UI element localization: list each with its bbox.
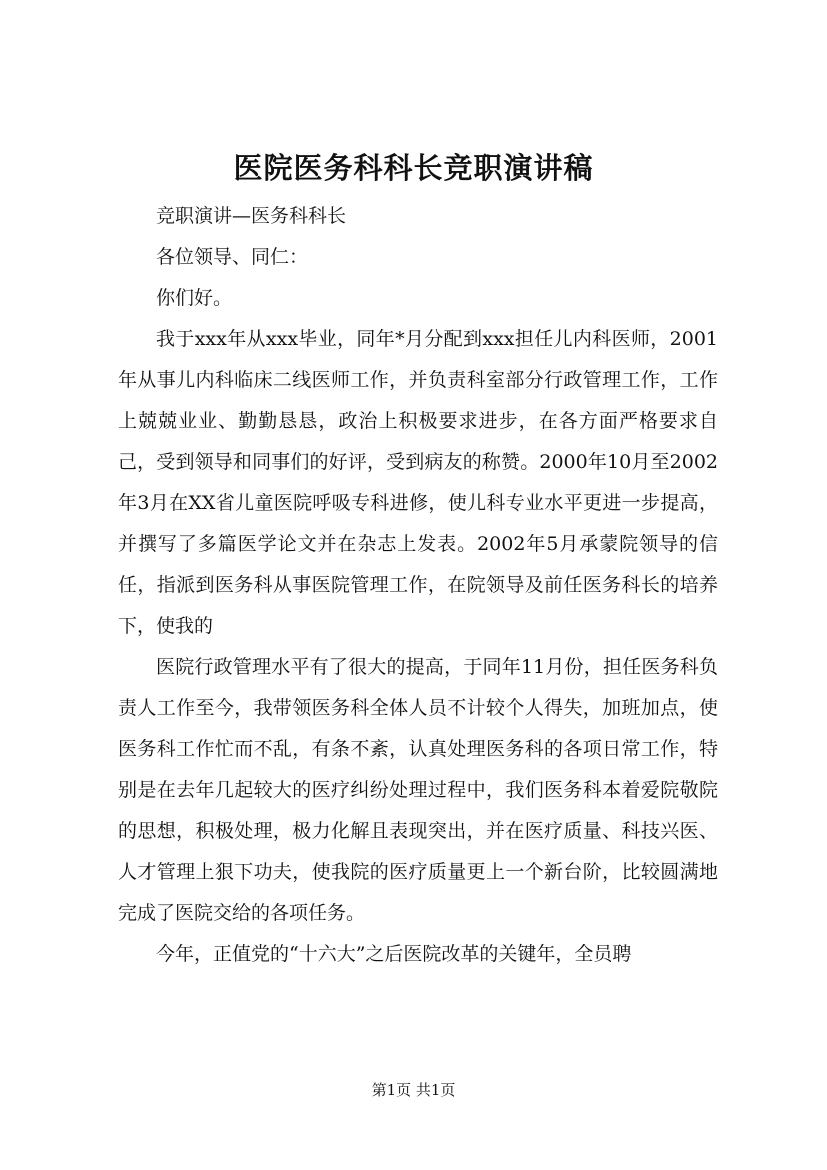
salutation: 各位领导、同仁： xyxy=(156,246,309,268)
document-title: 医院医务科科长竞职演讲稿 xyxy=(233,151,594,185)
paragraph: 我于xxx年从xxx毕业，同年*月分配到xxx担任儿内科医师，2001年从事儿内科临床二线医师工作，并负责科室部分行政管理工作，工作上兢兢业业、勤勤恳恳，政治上积极要求进步，在各方面严格要求自己，受到领导和同事们的好评，受到病友的称赞。2000年10月至2002年3月在XX省儿童医院呼吸专科进修，使儿科专业水平更进一步提高，并撰写了多篇医学论文并在杂志上发表。2002年5月承蒙院领导的信任，指派到医务科从事医院管理工作，在院领导及前任医务科长的培养下，使我的 xyxy=(118,328,718,637)
subtitle-line: 竞职演讲—医务科科长 xyxy=(156,205,347,227)
page-footer: 第1页 共1页 xyxy=(371,1081,456,1099)
paragraph: 医院行政管理水平有了很大的提高，于同年11月份，担任医务科负责人工作至今，我带领医务科全体人员不计较个人得失，加班加点，使医务科工作忙而不乱，有条不紊，认真处理医务科的各项日常工作，特别是在去年几起较大的医疗纠纷处理过程中，我们医务科本着爱院敬院的思想，积极处理，极力化解且表现突出，并在医疗质量、科技兴医、人才管理上狠下功夫，使我院的医疗质量更上一个新台阶，比较圆满地完成了医院交给的各项任务。 xyxy=(118,656,718,924)
paragraph: 今年，正值党的“十六大”之后医院改革的关键年，全员聘 xyxy=(156,943,632,965)
greeting: 你们好。 xyxy=(156,287,233,309)
document-body xyxy=(118,196,718,975)
